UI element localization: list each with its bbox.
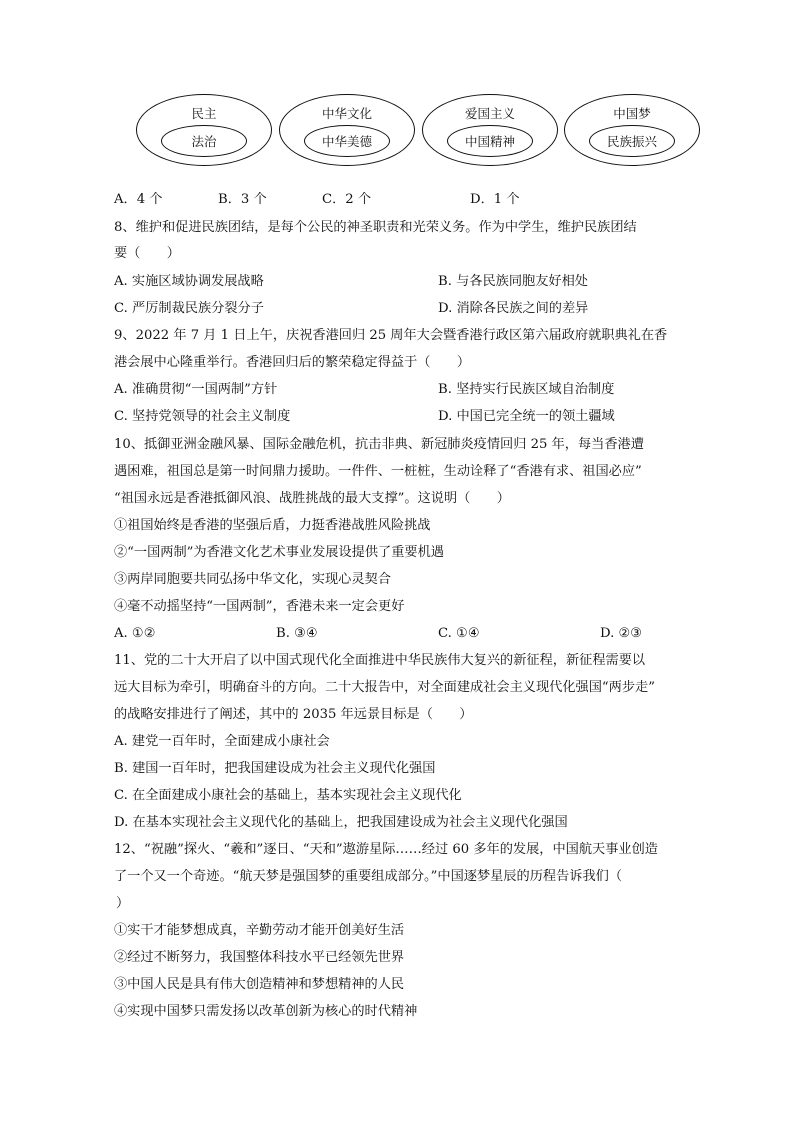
q12-item: ①实干才能梦想成真，辛勤劳动才能开创美好生活 — [114, 923, 405, 938]
q10-stem-line: 10、抵御亚洲金融风暴、国际金融危机，抗击非典、新冠肺炎疫情回归 25 年，每当香港遭 — [114, 437, 644, 452]
inner-oval: 中华美德 — [304, 125, 390, 157]
q9-option-b: B. 坚持实行民族区域自治制度 — [438, 382, 615, 397]
q12-stem-line: 12、“祝融”探火、“羲和”逐日、“天和”遨游星际……经过 60 多年的发展，中国航天事业创造 — [114, 842, 658, 857]
q9-stem-line: 9、2022 年 7 月 1 日上午，庆祝香港回归 25 周年大会暨香港行政区第六届政府就职典礼在香 — [114, 328, 668, 343]
q9-option-a: A. 准确贯彻“一国两制”方针 — [114, 382, 278, 397]
q9-option-d: D. 中国已完全统一的领土疆域 — [438, 409, 615, 424]
outer-label: 民主 — [191, 106, 217, 121]
oval-group-4 — [564, 94, 700, 166]
q10-item: ③两岸同胞要共同弘扬中华文化，实现心灵契合 — [114, 572, 391, 587]
oval-group-1 — [136, 94, 272, 166]
q8-stem-line: 要（ ） — [114, 246, 180, 261]
q10-option-b: B. ③④ — [276, 626, 318, 641]
q11-stem-line: 远大目标为牵引，明确奋斗的方向。二十大报告中，对全面建成社会主义现代化强国“两步走” — [114, 680, 655, 695]
q8-option-a: A. 实施区域协调发展战略 — [114, 274, 264, 289]
q10-item: ④毫不动摇坚持“一国两制”，香港未来一定会更好 — [114, 599, 405, 614]
q11-stem-line: 的战略安排进行了阐述，其中的 2035 年远景目标是（ ） — [114, 707, 473, 722]
q10-option-c: C. ①④ — [438, 626, 480, 641]
q7-option-b: B．3 个 — [218, 192, 267, 207]
q7-option-d: D．1 个 — [470, 192, 520, 207]
q12-item: ③中国人民是具有伟大创造精神和梦想精神的人民 — [114, 977, 405, 992]
inner-oval: 民族振兴 — [589, 125, 675, 157]
q9-stem-line: 港会展中心隆重举行。香港回归后的繁荣稳定得益于（ ） — [114, 355, 471, 370]
oval-group-2 — [279, 94, 415, 166]
q12-item: ④实现中国梦只需发扬以改革创新为核心的时代精神 — [114, 1004, 418, 1019]
q10-option-d: D. ②③ — [600, 626, 643, 641]
inner-oval: 中国精神 — [447, 125, 533, 157]
q9-option-c: C. 坚持党领导的社会主义制度 — [114, 409, 291, 424]
q11-option-c: C. 在全面建成小康社会的基础上，基本实现社会主义现代化 — [114, 788, 462, 803]
q8-option-d: D. 消除各民族之间的差异 — [438, 301, 589, 316]
q10-item: ①祖国始终是香港的坚强后盾，力挺香港战胜风险挑战 — [114, 518, 431, 533]
outer-label: 中华文化 — [321, 106, 372, 121]
q10-stem-line: “祖国永远是香港抵御风浪、战胜挑战的最大支撑”。这说明（ ） — [114, 491, 510, 506]
oval-group-3 — [422, 94, 558, 166]
q11-option-b: B. 建国一百年时，把我国建设成为社会主义现代化强国 — [114, 761, 436, 776]
q8-stem-line: 8、维护和促进民族团结，是每个公民的神圣职责和光荣义务。作为中学生，维护民族团结 — [114, 220, 637, 235]
q10-option-a: A. ①② — [114, 626, 156, 641]
q11-option-d: D. 在基本实现社会主义现代化的基础上，把我国建设成为社会主义现代化强国 — [114, 815, 568, 830]
q10-item: ②“一国两制”为香港文化艺术事业发展设提供了重要机遇 — [114, 545, 444, 560]
q11-option-a: A. 建党一百年时，全面建成小康社会 — [114, 734, 330, 749]
q10-stem-line: 遇困难，祖国总是第一时间鼎力援助。一件件、一桩桩，生动诠释了“香港有求、祖国必应” — [114, 464, 642, 479]
concept-diagram — [136, 94, 696, 174]
inner-oval: 法治 — [161, 125, 247, 157]
q12-item: ②经过不断努力，我国整体科技水平已经领先世界 — [114, 950, 405, 965]
q8-option-b: B. 与各民族同胞友好相处 — [438, 274, 588, 289]
outer-label: 爱国主义 — [464, 106, 515, 121]
outer-label: 中国梦 — [613, 106, 651, 121]
q12-stem-line: ） — [116, 896, 130, 911]
q7-option-a: A．4 个 — [114, 192, 163, 207]
q7-option-c: C．2 个 — [322, 192, 372, 207]
q8-option-c: C. 严厉制裁民族分裂分子 — [114, 301, 264, 316]
q11-stem-line: 11、党的二十大开启了以中国式现代化全面推进中华民族伟大复兴的新征程，新征程需要以 — [114, 653, 646, 668]
q12-stem-line: 了一个又一个奇迹。“航天梦是强国梦的重要组成部分。”中国逐梦星辰的历程告诉我们（ — [114, 869, 623, 884]
